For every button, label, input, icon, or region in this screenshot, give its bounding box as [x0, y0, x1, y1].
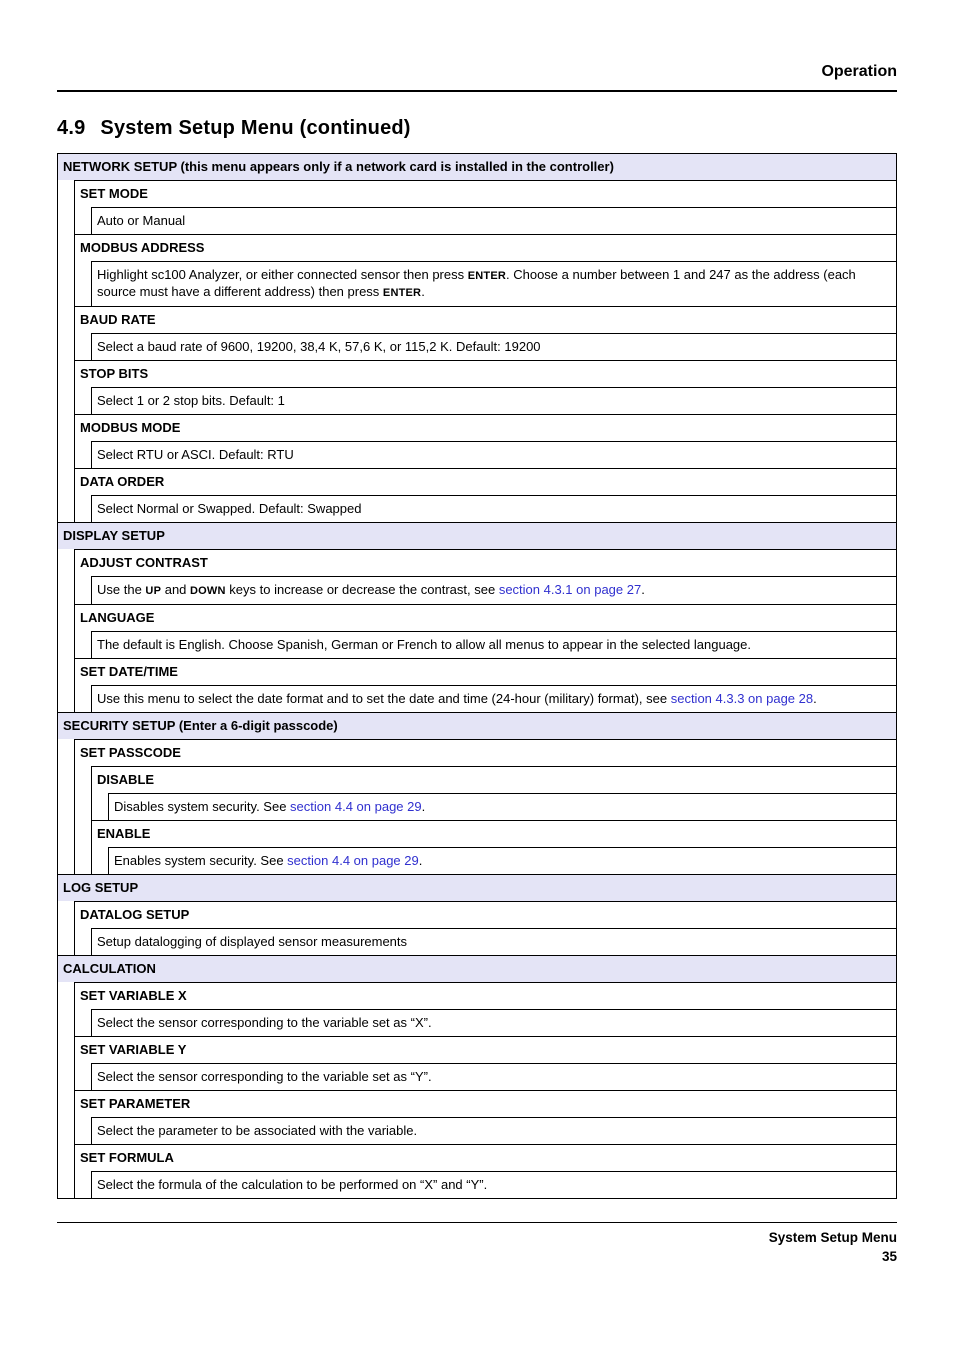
menu-item-row-modbus-mode: MODBUS MODE [75, 414, 897, 441]
setup-menu-table [57, 153, 897, 1199]
menu-subgroup [108, 847, 897, 874]
menu-desc-row [92, 1009, 897, 1036]
menu-desc-row [92, 333, 897, 360]
menu-desc-row [92, 685, 897, 712]
header-rule [57, 90, 897, 92]
menu-subgroup [74, 901, 897, 955]
desc-text: and [161, 582, 191, 597]
menu-section-row-network-setup-this-menu-appears-only-if-: NETWORK SETUP (this menu appears only if a network card is installed in the controller) [58, 153, 897, 180]
menu-desc-row [92, 207, 897, 234]
menu-desc-row [92, 387, 897, 414]
desc-text: Use this menu to select the date format and to set the date and time (24-hour (military) format), see [97, 691, 671, 706]
menu-desc-row [92, 928, 897, 955]
menu-item-row-set-formula: SET FORMULA [75, 1144, 897, 1171]
desc-text: . Choose a number between 1 and 247 as the address (each source must have a different address) then press [97, 267, 856, 299]
menu-section-row-calculation: CALCULATION [58, 955, 897, 982]
menu-item-row-set-parameter: SET PARAMETER [75, 1090, 897, 1117]
menu-item-row-modbus-address: MODBUS ADDRESS [75, 234, 897, 261]
menu-item-row-set-variable-y: SET VARIABLE Y [75, 1036, 897, 1063]
menu-subgroup [74, 180, 897, 522]
menu-item-row-set-mode: SET MODE [75, 180, 897, 207]
menu-item-row-set-date-time: SET DATE/TIME [75, 658, 897, 685]
cross-reference-link[interactable]: section 4.4 on page 29 [290, 799, 422, 814]
menu-item-row-baud-rate: BAUD RATE [75, 306, 897, 333]
desc-text: . [418, 853, 423, 868]
menu-subgroup [91, 495, 897, 522]
desc-text: Use the [97, 582, 146, 597]
cross-reference-link[interactable]: section 4.4 on page 29 [287, 853, 419, 868]
key-label: ENTER [467, 270, 506, 282]
desc-text: . [421, 799, 426, 814]
menu-desc-row [92, 1063, 897, 1090]
desc-text: Select the sensor corresponding to the variable set as “X”. [97, 1015, 432, 1030]
page-number: 35 [881, 1249, 897, 1264]
menu-item-row-stop-bits: STOP BITS [75, 360, 897, 387]
heading-number: 4.9 [57, 117, 86, 139]
desc-text: Select RTU or ASCI. Default: RTU [97, 447, 294, 462]
desc-text: Select Normal or Swapped. Default: Swapped [97, 501, 362, 516]
section-heading [57, 117, 897, 140]
menu-item-row-data-order: DATA ORDER [75, 468, 897, 495]
desc-text: Disables system security. See [114, 799, 291, 814]
desc-text: . [421, 284, 425, 299]
menu-subgroup [91, 766, 897, 874]
menu-item-row-set-passcode: SET PASSCODE [75, 739, 897, 766]
menu-item-row-datalog-setup: DATALOG SETUP [75, 901, 897, 928]
desc-text: Setup datalogging of displayed sensor measurements [97, 934, 408, 949]
menu-item-row-set-variable-x: SET VARIABLE X [75, 982, 897, 1009]
menu-desc-row [92, 495, 897, 522]
key-label: UP [145, 585, 162, 597]
menu-desc-row [92, 1117, 897, 1144]
menu-subgroup [108, 793, 897, 820]
menu-desc-row [109, 793, 897, 820]
menu-desc-row [92, 576, 897, 604]
cross-reference-link[interactable]: section 4.3.3 on page 28 [670, 691, 814, 706]
menu-subgroup [91, 631, 897, 658]
menu-subgroup [91, 1009, 897, 1036]
running-header [57, 62, 897, 81]
desc-text: Highlight sc100 Analyzer, or either connected sensor then press [97, 267, 468, 282]
desc-text: Auto or Manual [97, 213, 186, 228]
menu-subgroup [74, 549, 897, 712]
desc-text: Select a baud rate of 9600, 19200, 38,4 K, 57,6 K, or 115,2 K. Default: 19200 [97, 339, 541, 354]
menu-subgroup [91, 441, 897, 468]
menu-section-row-log-setup: LOG SETUP [58, 874, 897, 901]
menu-subgroup [91, 333, 897, 360]
desc-text: Select the sensor corresponding to the variable set as “Y”. [97, 1069, 432, 1084]
desc-text: . [813, 691, 817, 706]
desc-text: Select 1 or 2 stop bits. Default: 1 [97, 393, 285, 408]
menu-subgroup [74, 982, 897, 1198]
page-footer [57, 1228, 897, 1266]
desc-text: The default is English. Choose Spanish, German or French to allow all menus to appear in the selected language. [97, 637, 751, 652]
menu-desc-row [92, 1171, 897, 1198]
menu-subgroup [91, 576, 897, 604]
menu-desc-row [92, 261, 897, 306]
menu-subgroup [91, 1063, 897, 1090]
cross-reference-link[interactable]: section 4.3.1 on page 27 [498, 582, 642, 597]
menu-subgroup [91, 1171, 897, 1198]
key-label: ENTER [382, 287, 422, 299]
desc-text: Select the formula of the calculation to be performed on “X” and “Y”. [97, 1177, 488, 1192]
menu-subgroup [91, 261, 897, 306]
footer-section-label: System Setup Menu [768, 1230, 897, 1245]
menu-desc-row [109, 847, 897, 874]
footer-rule [57, 1222, 897, 1223]
menu-item-row-language: LANGUAGE [75, 604, 897, 631]
key-label: DOWN [190, 585, 226, 597]
menu-item-row-enable: ENABLE [92, 820, 897, 847]
menu-subgroup [91, 1117, 897, 1144]
menu-section-row-display-setup: DISPLAY SETUP [58, 522, 897, 549]
running-header-text: Operation [821, 63, 897, 80]
heading-title: System Setup Menu (continued) [100, 117, 411, 139]
menu-item-row-disable: DISABLE [92, 766, 897, 793]
menu-item-row-adjust-contrast: ADJUST CONTRAST [75, 549, 897, 576]
desc-text: Select the parameter to be associated with the variable. [97, 1123, 418, 1138]
menu-subgroup [91, 685, 897, 712]
manual-page [57, 0, 897, 1266]
menu-section-row-security-setup-enter-a-6-digit-passcode: SECURITY SETUP (Enter a 6-digit passcode) [58, 712, 897, 739]
menu-desc-row [92, 441, 897, 468]
menu-desc-row [92, 631, 897, 658]
menu-subgroup [91, 387, 897, 414]
desc-text: keys to increase or decrease the contrast, see [225, 582, 499, 597]
desc-text: Enables system security. See [114, 853, 288, 868]
menu-subgroup [91, 207, 897, 234]
desc-text: . [641, 582, 645, 597]
menu-subgroup [74, 739, 897, 874]
menu-subgroup [91, 928, 897, 955]
